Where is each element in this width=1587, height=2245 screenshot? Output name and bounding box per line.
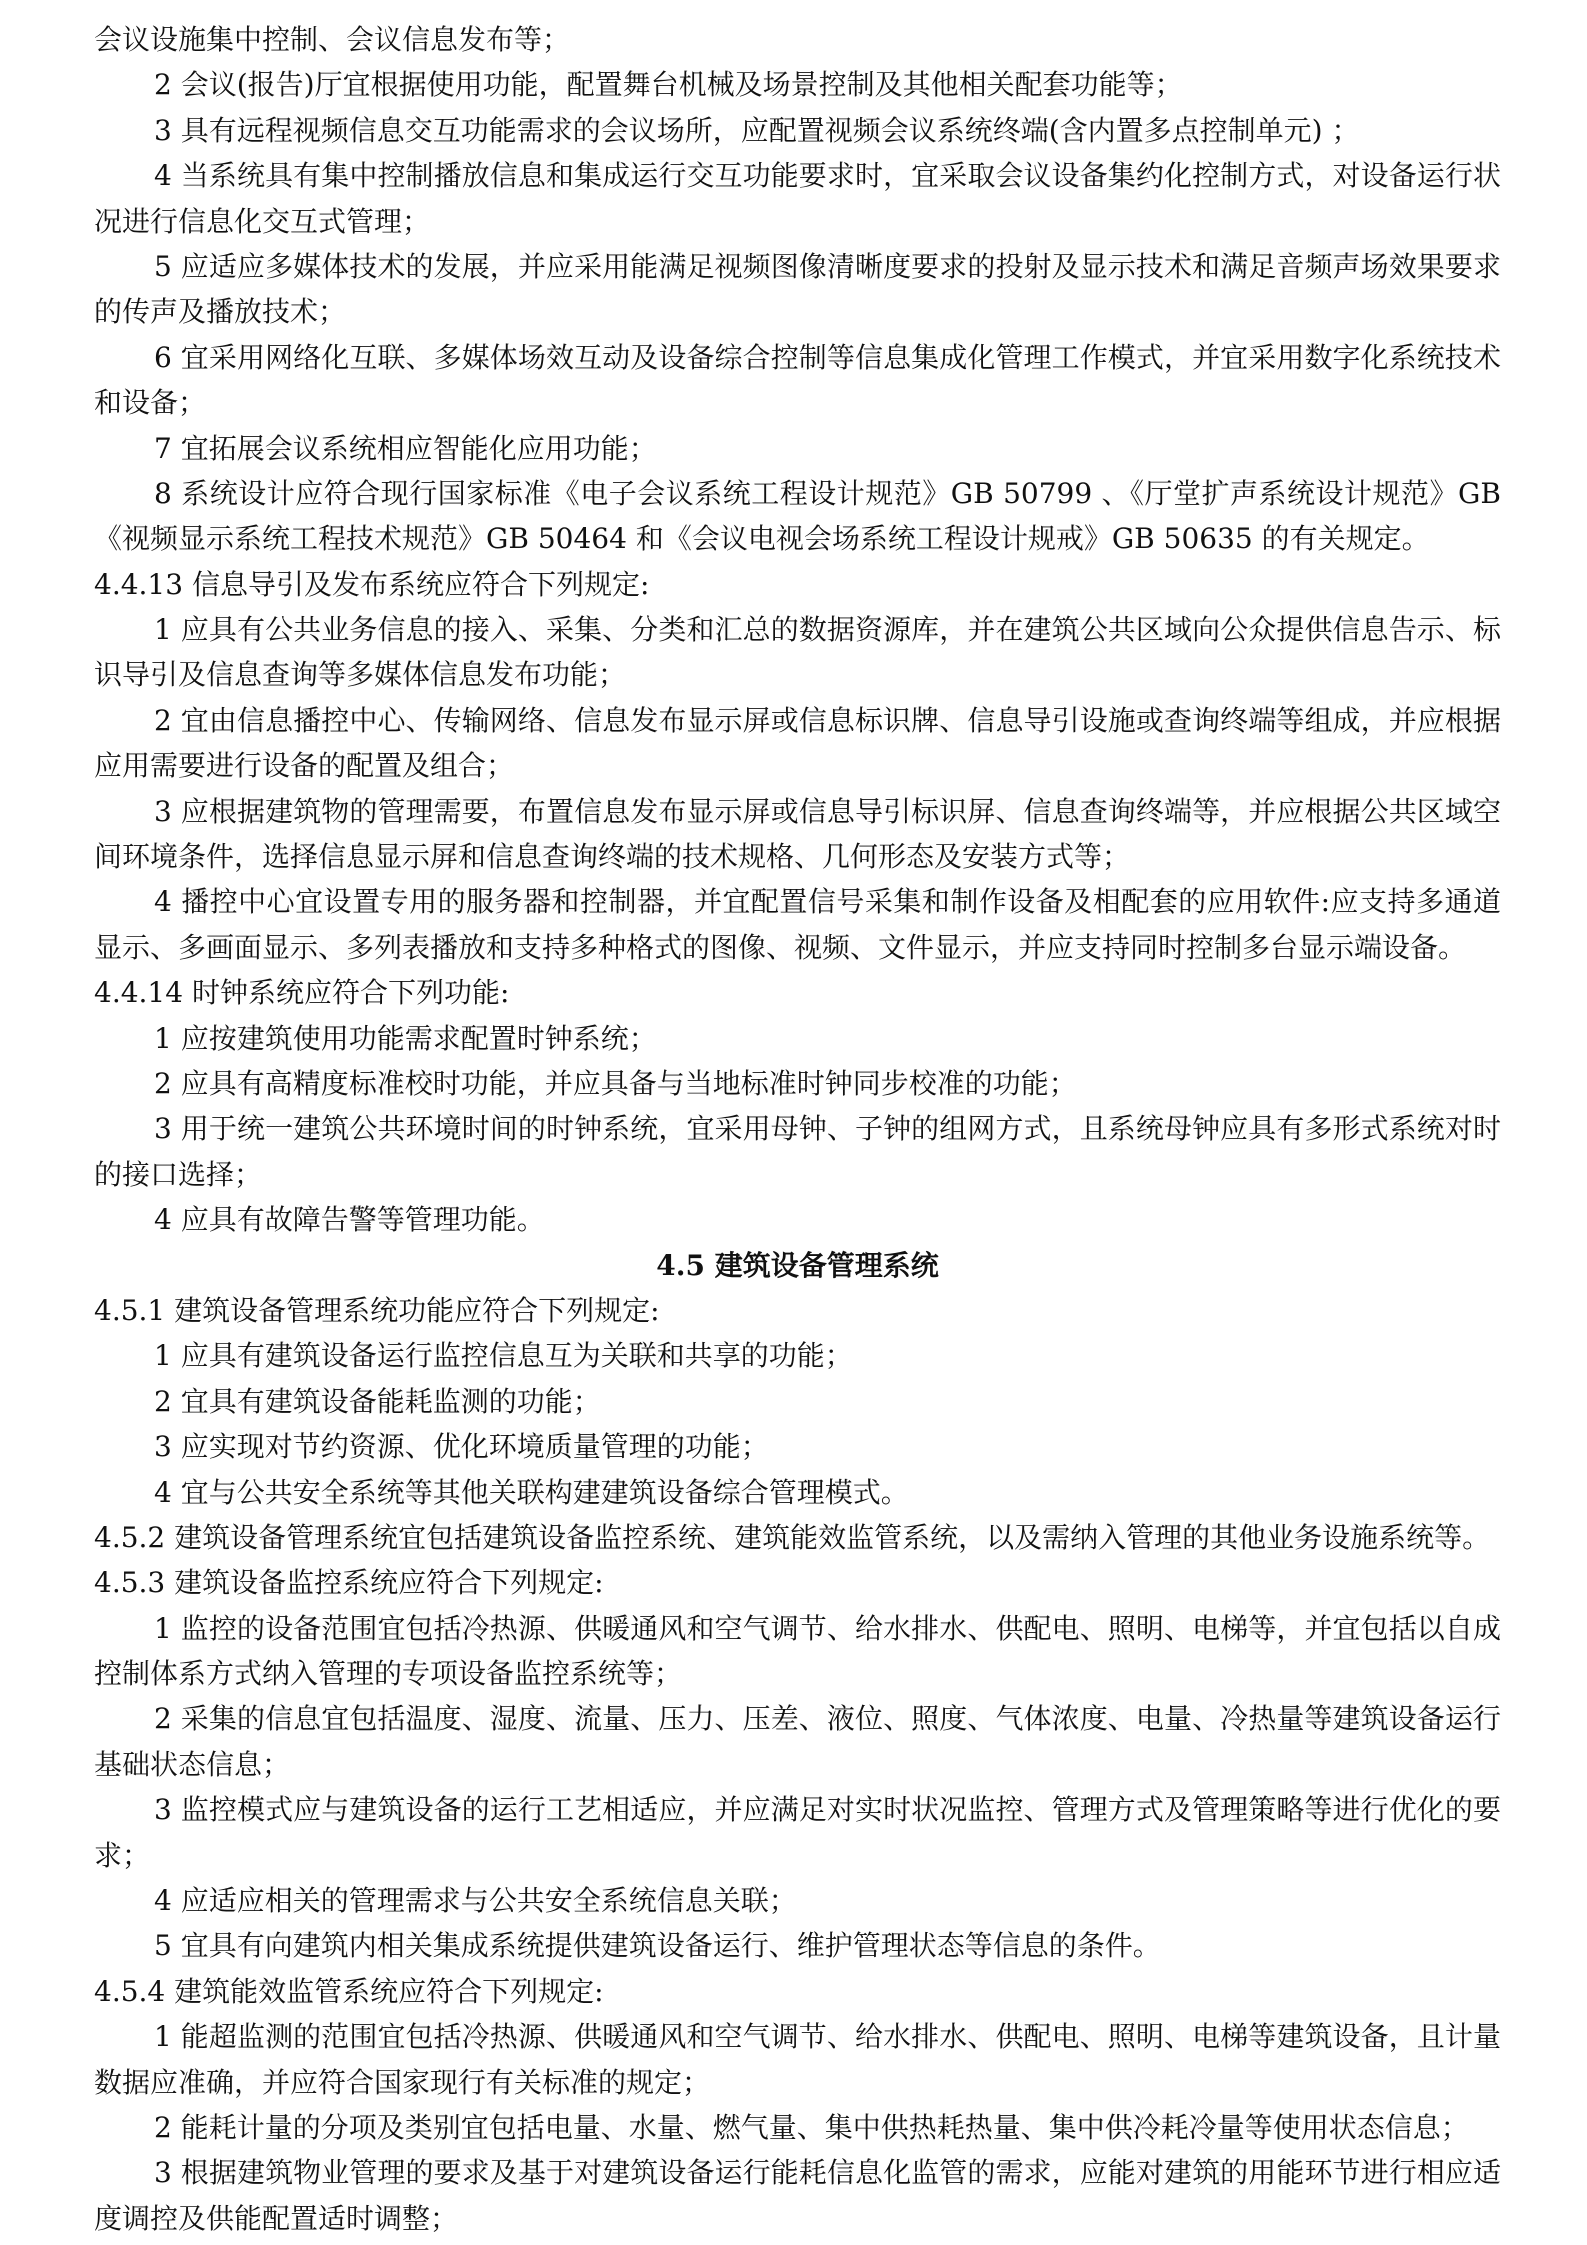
document-page: [94, 17, 1501, 2241]
list-item: 2 能耗计量的分项及类别宜包括电量、水量、燃气量、集中供热耗热量、集中供冷耗冷量等使用状态信息；: [154, 2110, 1469, 2144]
list-item: 3 应实现对节约资源、优化环境质量管理的功能；: [154, 1430, 769, 1464]
list-item: 1 监控的设备范围宜包括冷热源、供暖通风和空气调节、给水排水、供配电、照明、电梯等，并宜包括以自成: [154, 1611, 1501, 1645]
list-item: 3 具有远程视频信息交互功能需求的会议场所，应配置视频会议系统终端(含内置多点控制单元) ；: [154, 113, 1360, 147]
list-item: 2 采集的信息宜包括温度、湿度、流量、压力、压差、液位、照度、气体浓度、电量、冷热量等建筑设备运行: [154, 1702, 1501, 1736]
text-line: 和设备；: [94, 386, 207, 420]
list-item: 4 应适应相关的管理需求与公共安全系统信息关联；: [154, 1884, 797, 1918]
list-item: 3 应根据建筑物的管理需要，布置信息发布显示屏或信息导引标识屏、信息查询终端等，并应根据公共区域空: [154, 794, 1501, 828]
text-line: 控制体系方式纳入管理的专项设备监控系统等；: [94, 1657, 683, 1691]
text-line: 况进行信息化交互式管理；: [94, 204, 431, 238]
text-line: 的接口选择；: [94, 1157, 263, 1191]
list-item: 3 用于统一建筑公共环境时间的时钟系统，宜采用母钟、子钟的组网方式，且系统母钟应具有多形式系统对时: [154, 1112, 1501, 1146]
list-item: 4 播控中心宜设置专用的服务器和控制器，并宜配置信号采集和制作设备及相配套的应用软件:应支持多通道: [154, 885, 1501, 919]
text-line: 会议设施集中控制、会议信息发布等；: [94, 23, 571, 56]
clause-heading: 4.5.2 建筑设备管理系统宜包括建筑设备监控系统、建筑能效监管系统，以及需纳入管理的其他业务设施系统等。: [94, 1520, 1491, 1554]
list-item: 2 宜由信息播控中心、传输网络、信息发布显示屏或信息标识牌、信息导引设施或查询终端等组成，并应根据: [154, 703, 1501, 737]
list-item: 1 能超监测的范围宜包括冷热源、供暖通风和空气调节、给水排水、供配电、照明、电梯等建筑设备，且计量: [154, 2020, 1501, 2054]
clause-heading: 4.4.13 信息导引及发布系统应符合下列规定:: [94, 567, 650, 601]
text-line: 间环境条件，选择信息显示屏和信息查询终端的技术规格、几何形态及安装方式等；: [94, 840, 1131, 874]
list-item: 4 应具有故障告警等管理功能。: [154, 1203, 545, 1237]
section-title: 4.5 建筑设备管理系统: [656, 1248, 939, 1282]
list-item: 1 应具有建筑设备运行监控信息互为关联和共享的功能；: [154, 1339, 853, 1373]
list-item: 3 监控模式应与建筑设备的运行工艺相适应，并应满足对实时状况监控、管理方式及管理策略等进行优化的要: [154, 1793, 1501, 1827]
list-item: 1 应按建筑使用功能需求配置时钟系统；: [154, 1021, 657, 1055]
clause-heading: 4.4.14 时钟系统应符合下列功能:: [94, 976, 510, 1010]
list-item: 8 系统设计应符合现行国家标准《电子会议系统工程设计规范》GB 50799 、《厅堂扩声系统设计规范》GB: [154, 476, 1501, 510]
list-item: 4 当系统具有集中控制播放信息和集成运行交互功能要求时，宜采取会议设备集约化控制方式，对设备运行状: [154, 159, 1501, 193]
clause-heading: 4.5.4 建筑能效监管系统应符合下列规定:: [94, 1974, 604, 2008]
list-item: 5 应适应多媒体技术的发展，并应采用能满足视频图像清晰度要求的投射及显示技术和满足音频声场效果要求: [154, 249, 1501, 283]
text-line: 求；: [94, 1838, 151, 1872]
list-item: 2 会议(报告)厅宜根据使用功能，配置舞台机械及场景控制及其他相关配套功能等；: [154, 68, 1183, 102]
clause-heading: 4.5.1 建筑设备管理系统功能应符合下列规定:: [94, 1293, 660, 1327]
text-line: 识导引及信息查询等多媒体信息发布功能；: [94, 658, 627, 692]
text-line: 显示、多画面显示、多列表播放和支持多种格式的图像、视频、文件显示，并应支持同时控制多台显示端设备。: [94, 930, 1467, 964]
text-line: 数据应准确，并应符合国家现行有关标准的规定；: [94, 2065, 711, 2099]
list-item: 2 宜具有建筑设备能耗监测的功能；: [154, 1384, 601, 1418]
list-item: 6 宜采用网络化互联、多媒体场效互动及设备综合控制等信息集成化管理工作模式，并宜采用数字化系统技术: [154, 340, 1501, 374]
list-item: 2 应具有高精度标准校时功能，并应具备与当地标准时钟同步校准的功能；: [154, 1066, 1077, 1100]
list-item: 1 应具有公共业务信息的接入、采集、分类和汇总的数据资源库，并在建筑公共区域向公众提供信息告示、标: [154, 613, 1501, 647]
list-item: 3 根据建筑物业管理的要求及基于对建筑设备运行能耗信息化监管的需求，应能对建筑的用能环节进行相应适: [154, 2156, 1501, 2190]
list-item: 5 宜具有向建筑内相关集成系统提供建筑设备运行、维护管理状态等信息的条件。: [154, 1929, 1161, 1963]
text-line: 《视频显示系统工程技术规范》GB 50464 和《会议电视会场系统工程设计规戒》GB 50635 的有关规定。: [94, 522, 1430, 556]
text-line: 度调控及供能配置适时调整；: [94, 2201, 459, 2235]
clause-heading: 4.5.3 建筑设备监控系统应符合下列规定:: [94, 1566, 604, 1600]
text-line: 基础状态信息；: [94, 1747, 291, 1781]
text-line: 应用需要进行设备的配置及组合；: [94, 749, 515, 783]
list-item: 4 宜与公共安全系统等其他关联构建建筑设备综合管理模式。: [154, 1475, 909, 1509]
list-item: 7 宜拓展会议系统相应智能化应用功能；: [154, 431, 657, 465]
text-line: 的传声及播放技术；: [94, 295, 347, 329]
